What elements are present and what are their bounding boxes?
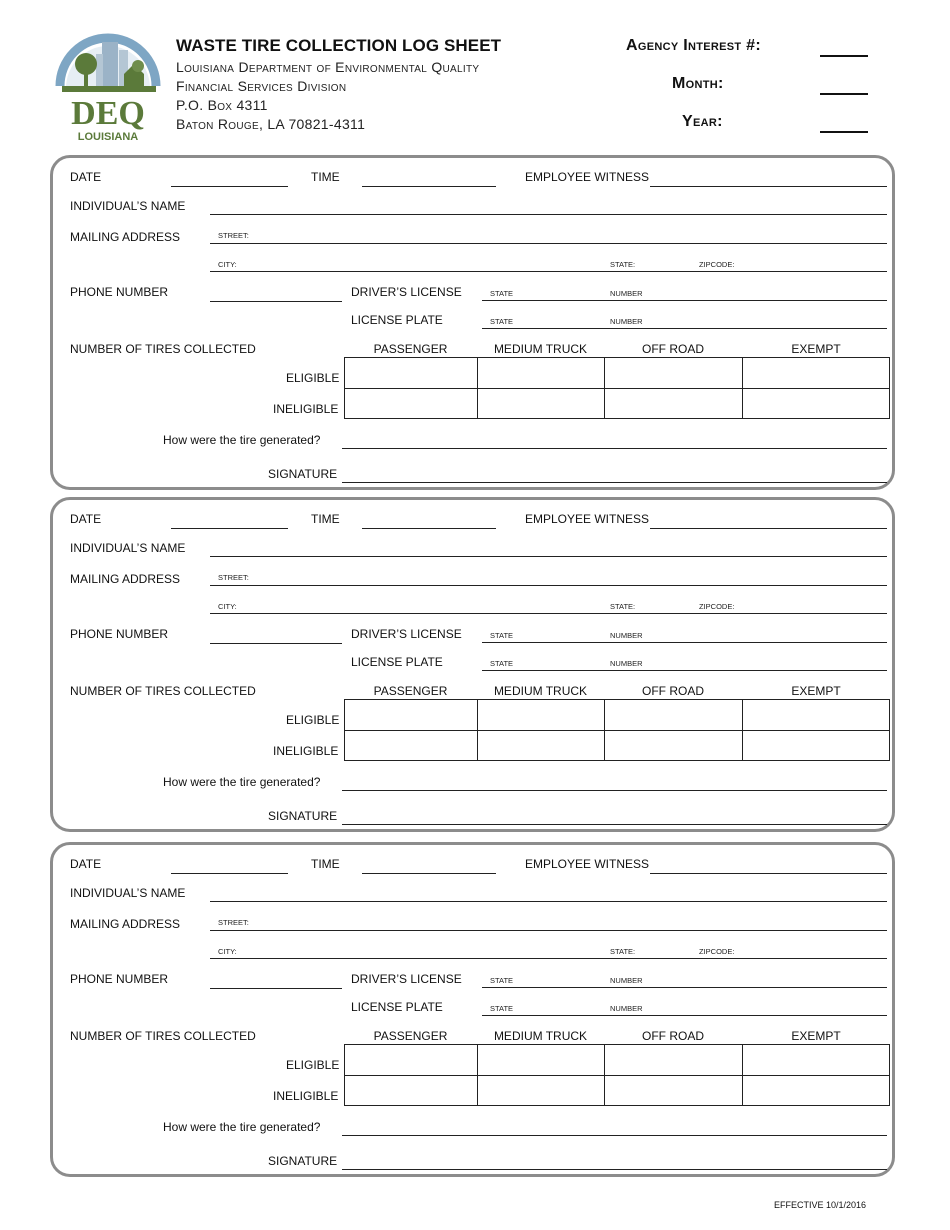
city-state-zip-field[interactable] — [210, 271, 887, 272]
city-state-zip-field[interactable] — [210, 613, 887, 614]
city-label: CITY: — [218, 947, 237, 956]
date-label: DATE — [70, 170, 102, 184]
employee-witness-label: EMPLOYEE WITNESS — [525, 857, 650, 871]
time-field[interactable] — [362, 873, 496, 874]
drivers-license-field[interactable] — [482, 642, 887, 643]
date-field[interactable] — [171, 873, 288, 874]
col-off-road: OFF ROAD — [642, 342, 704, 356]
street-field[interactable] — [210, 585, 887, 586]
deq-logo — [52, 24, 164, 144]
log-entry-section-3 — [50, 842, 895, 1177]
tire-count-grid[interactable] — [344, 357, 890, 419]
dl-state-label: STATE — [490, 631, 514, 640]
drivers-license-field[interactable] — [482, 987, 887, 988]
date-label: DATE — [70, 857, 102, 871]
dl-state-label: STATE — [490, 976, 514, 985]
month-field[interactable] — [820, 93, 868, 95]
signature-label: SIGNATURE — [268, 1154, 338, 1168]
col-exempt: EXEMPT — [791, 342, 841, 356]
time-field[interactable] — [362, 186, 496, 187]
page-title: WASTE TIRE COLLECTION LOG SHEET — [176, 36, 502, 55]
logo-subtext: LOUISIANA — [77, 131, 139, 143]
phone-label: PHONE NUMBER — [70, 285, 169, 299]
individual-name-field[interactable] — [210, 556, 887, 557]
individual-name-label: INDIVIDUAL’S NAME — [70, 886, 186, 900]
log-entry-section-1 — [50, 155, 895, 490]
license-plate-label: LICENSE PLATE — [351, 313, 443, 327]
lp-state-label: STATE — [490, 317, 514, 326]
mailing-address-label: MAILING ADDRESS — [70, 917, 181, 931]
eligible-label: ELIGIBLE — [286, 713, 340, 727]
employee-witness-field[interactable] — [650, 873, 887, 874]
tires-collected-label: NUMBER OF TIRES COLLECTED — [70, 1029, 256, 1043]
eligible-label: ELIGIBLE — [286, 1058, 340, 1072]
org-line-4: Baton Rouge, LA 70821-4311 — [176, 116, 366, 132]
drivers-license-label: DRIVER’S LICENSE — [351, 285, 462, 299]
time-label: TIME — [311, 512, 340, 526]
generated-question-label: How were the tire generated? — [163, 775, 321, 789]
dl-number-label: NUMBER — [610, 976, 643, 985]
employee-witness-label: EMPLOYEE WITNESS — [525, 170, 650, 184]
time-label: TIME — [311, 170, 340, 184]
signature-field[interactable] — [342, 482, 887, 483]
date-field[interactable] — [171, 186, 288, 187]
col-passenger: PASSENGER — [373, 1029, 448, 1043]
col-medium-truck: MEDIUM TRUCK — [493, 684, 588, 698]
license-plate-label: LICENSE PLATE — [351, 1000, 443, 1014]
date-label: DATE — [70, 512, 102, 526]
lp-state-label: STATE — [490, 659, 514, 668]
drivers-license-label: DRIVER’S LICENSE — [351, 627, 462, 641]
col-medium-truck: MEDIUM TRUCK — [493, 342, 588, 356]
generated-answer-field[interactable] — [342, 790, 887, 791]
time-field[interactable] — [362, 528, 496, 529]
year-field[interactable] — [820, 131, 868, 133]
employee-witness-field[interactable] — [650, 186, 887, 187]
street-field[interactable] — [210, 243, 887, 244]
col-passenger: PASSENGER — [373, 684, 448, 698]
dl-number-label: NUMBER — [610, 289, 643, 298]
street-field[interactable] — [210, 930, 887, 931]
license-plate-label: LICENSE PLATE — [351, 655, 443, 669]
signature-field[interactable] — [342, 1169, 887, 1170]
phone-label: PHONE NUMBER — [70, 972, 169, 986]
city-label: CITY: — [218, 602, 237, 611]
phone-field[interactable] — [210, 988, 342, 989]
license-plate-field[interactable] — [482, 1015, 887, 1016]
employee-witness-field[interactable] — [650, 528, 887, 529]
street-label: STREET: — [218, 573, 249, 582]
generated-question-label: How were the tire generated? — [163, 433, 321, 447]
signature-label: SIGNATURE — [268, 467, 338, 481]
eligible-label: ELIGIBLE — [286, 371, 340, 385]
state-label: STATE: — [610, 947, 636, 956]
col-off-road: OFF ROAD — [642, 684, 704, 698]
street-label: STREET: — [218, 231, 249, 240]
city-label: CITY: — [218, 260, 237, 269]
lp-state-label: STATE — [490, 1004, 514, 1013]
ineligible-label: INELIGIBLE — [273, 402, 339, 416]
generated-question-label: How were the tire generated? — [163, 1120, 321, 1134]
dl-number-label: NUMBER — [610, 631, 643, 640]
street-label: STREET: — [218, 918, 249, 927]
zipcode-label: ZIPCODE: — [699, 602, 735, 611]
time-label: TIME — [311, 857, 340, 871]
year-label: Year: — [682, 113, 723, 130]
state-label: STATE: — [610, 260, 636, 269]
dl-state-label: STATE — [490, 289, 514, 298]
col-exempt: EXEMPT — [791, 684, 841, 698]
tire-count-grid[interactable] — [344, 699, 890, 761]
org-line-3: P.O. Box 4311 — [176, 97, 268, 113]
agency-interest-field[interactable] — [820, 55, 868, 57]
individual-name-label: INDIVIDUAL’S NAME — [70, 199, 186, 213]
lp-number-label: NUMBER — [610, 1004, 643, 1013]
mailing-address-label: MAILING ADDRESS — [70, 230, 181, 244]
individual-name-label: INDIVIDUAL’S NAME — [70, 541, 186, 555]
phone-field[interactable] — [210, 301, 342, 302]
city-state-zip-field[interactable] — [210, 958, 887, 959]
logo-text: DEQ — [71, 95, 145, 132]
phone-label: PHONE NUMBER — [70, 627, 169, 641]
license-plate-field[interactable] — [482, 328, 887, 329]
zipcode-label: ZIPCODE: — [699, 947, 735, 956]
log-entry-section-2 — [50, 497, 895, 832]
agency-interest-label: Agency Interest #: — [626, 37, 761, 54]
individual-name-field[interactable] — [210, 901, 887, 902]
effective-date: EFFECTIVE 10/1/2016 — [773, 1200, 866, 1210]
month-label: Month: — [672, 75, 724, 92]
col-medium-truck: MEDIUM TRUCK — [493, 1029, 588, 1043]
phone-field[interactable] — [210, 643, 342, 644]
col-passenger: PASSENGER — [373, 342, 448, 356]
generated-answer-field[interactable] — [342, 1135, 887, 1136]
ineligible-label: INELIGIBLE — [273, 1089, 339, 1103]
signature-label: SIGNATURE — [268, 809, 338, 823]
tires-collected-label: NUMBER OF TIRES COLLECTED — [70, 342, 256, 356]
org-line-1: Louisiana Department of Environmental Quality — [176, 59, 480, 75]
tires-collected-label: NUMBER OF TIRES COLLECTED — [70, 684, 256, 698]
drivers-license-label: DRIVER’S LICENSE — [351, 972, 462, 986]
date-field[interactable] — [171, 528, 288, 529]
employee-witness-label: EMPLOYEE WITNESS — [525, 512, 650, 526]
org-line-2: Financial Services Division — [176, 78, 347, 94]
zipcode-label: ZIPCODE: — [699, 260, 735, 269]
license-plate-field[interactable] — [482, 670, 887, 671]
individual-name-field[interactable] — [210, 214, 887, 215]
mailing-address-label: MAILING ADDRESS — [70, 572, 181, 586]
lp-number-label: NUMBER — [610, 659, 643, 668]
drivers-license-field[interactable] — [482, 300, 887, 301]
generated-answer-field[interactable] — [342, 448, 887, 449]
col-off-road: OFF ROAD — [642, 1029, 704, 1043]
col-exempt: EXEMPT — [791, 1029, 841, 1043]
state-label: STATE: — [610, 602, 636, 611]
signature-field[interactable] — [342, 824, 887, 825]
ineligible-label: INELIGIBLE — [273, 744, 339, 758]
lp-number-label: NUMBER — [610, 317, 643, 326]
tire-count-grid[interactable] — [344, 1044, 890, 1106]
